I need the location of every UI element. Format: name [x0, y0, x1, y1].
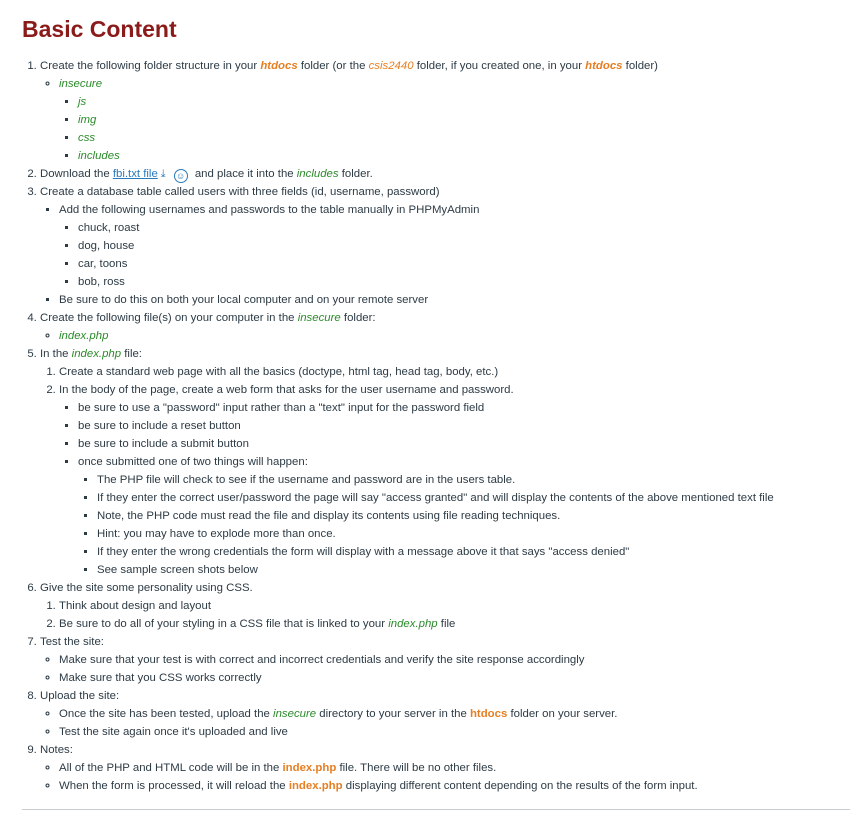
divider [22, 809, 850, 810]
list-item [78, 453, 850, 579]
content [22, 14, 850, 810]
list-item [78, 129, 850, 147]
list-item: ▪ Hint: you may have to explode more than once. [97, 525, 850, 543]
list-item: ◦ Make sure that your test is with correct and incorrect credentials and verify the site response accordingly [59, 651, 850, 669]
text: folder. [338, 168, 373, 180]
file-name: index.php [288, 780, 343, 792]
insecure-folder: insecure [273, 708, 317, 720]
text: Be sure to do all of your styling in a CSS file that is linked to your [59, 618, 389, 630]
list-item [78, 111, 850, 129]
text: Give the site some personality using CSS. [40, 582, 253, 594]
list-item: ▪ car, toons [78, 255, 850, 273]
folder-name: css [78, 132, 96, 144]
list-item [59, 201, 850, 291]
list-item [40, 345, 850, 579]
text: file. There will be no other files. [336, 762, 497, 774]
insecure-folder: insecure [59, 78, 103, 90]
list-item [40, 579, 850, 633]
text: folder, if you created one, in your [413, 60, 586, 72]
folder-name: img [78, 114, 97, 126]
text: directory to your server in the [316, 708, 470, 720]
sub-list [40, 363, 850, 579]
text: Add the following usernames and passwords to the table manually in PHPMyAdmin [59, 204, 480, 216]
text: and place it into the [191, 168, 297, 180]
text: Create a database table called users with three fields (id, username, password) [40, 186, 440, 198]
text: Notes: [40, 744, 73, 756]
list-item [40, 57, 850, 165]
list-item: ▪ Be sure to do this on both your local computer and on your remote server [59, 291, 850, 309]
list-item: ▪ If they enter the wrong credentials the form will display with a message above it that says "access denied" [97, 543, 850, 561]
list-item [40, 309, 850, 345]
list-item [40, 165, 850, 183]
file-name: index.php [59, 330, 109, 342]
text: file [437, 618, 456, 630]
list-item: 1. Create a standard web page with all the basics (doctype, html tag, head tag, body, etc.) [59, 363, 850, 381]
sub-list [40, 75, 850, 165]
sub-list [40, 201, 850, 309]
text: Download the [40, 168, 113, 180]
main-list [22, 57, 850, 795]
list-item: ◦ Make sure that you CSS works correctly [59, 669, 850, 687]
list-item [40, 183, 850, 309]
includes-folder: includes [296, 168, 339, 180]
folder-name: js [78, 96, 87, 108]
page-title: Basic Content [22, 16, 177, 42]
sub-list [59, 219, 850, 291]
list-item: ▪ The PHP file will check to see if the username and password are in the users table. [97, 471, 850, 489]
file-name: index.php [388, 618, 438, 630]
list-item: ▪ Note, the PHP code must read the file and display its contents using file reading techniques. [97, 507, 850, 525]
text: displaying different content depending on the results of the form input. [342, 780, 698, 792]
list-item: ▪ See sample screen shots below [97, 561, 850, 579]
text: Create the following folder structure in your [40, 60, 261, 72]
sub-list [40, 705, 850, 741]
text: All of the PHP and HTML code will be in the [59, 762, 283, 774]
list-item [59, 777, 850, 795]
download-icon[interactable]: ⤓ [160, 168, 166, 180]
list-item [78, 93, 850, 111]
text: once submitted one of two things will happen: [78, 456, 308, 468]
text: Create the following file(s) on your computer in the [40, 312, 298, 324]
list-item: ▪ bob, ross [78, 273, 850, 291]
list-item: ▪ be sure to include a reset button [78, 417, 850, 435]
text: Upload the site: [40, 690, 120, 702]
list-item [59, 705, 850, 723]
list-item: ▪ be sure to include a submit button [78, 435, 850, 453]
folder-name: includes [78, 150, 120, 162]
file-name: index.php [282, 762, 337, 774]
list-item [59, 75, 850, 165]
sub-list [78, 471, 850, 579]
list-item: 1. Think about design and layout [59, 597, 850, 615]
sub-list [59, 399, 850, 579]
csis-folder: csis2440 [368, 60, 414, 72]
text: Test the site: [40, 636, 104, 648]
text: folder) [622, 60, 658, 72]
accessibility-icon[interactable]: ☺ [174, 169, 188, 183]
text: folder: [340, 312, 376, 324]
text: file: [121, 348, 142, 360]
fbi-file-link[interactable]: fbi.txt file [112, 168, 158, 180]
file-name: index.php [71, 348, 122, 360]
list-item: ▪ chuck, roast [78, 219, 850, 237]
htdocs-folder: htdocs [585, 60, 623, 72]
text: folder (or the [297, 60, 369, 72]
list-item [40, 687, 850, 741]
text: In the body of the page, create a web form that asks for the user username and password. [59, 384, 514, 396]
list-item [59, 381, 850, 579]
sub-list [59, 93, 850, 165]
htdocs-folder: htdocs [469, 708, 508, 720]
list-item: ◦ Test the site again once it's uploaded and live [59, 723, 850, 741]
list-item [59, 615, 850, 633]
list-item [40, 633, 850, 687]
htdocs-folder: htdocs [260, 60, 298, 72]
sub-list [40, 651, 850, 687]
sub-list [40, 327, 850, 345]
sub-list [40, 759, 850, 795]
insecure-folder: insecure [297, 312, 341, 324]
text: In the [40, 348, 72, 360]
text: folder on your server. [507, 708, 618, 720]
list-item: ▪ be sure to use a "password" input rather than a "text" input for the password field [78, 399, 850, 417]
list-item [40, 741, 850, 795]
text: Once the site has been tested, upload the [59, 708, 274, 720]
list-item [59, 759, 850, 777]
list-item [78, 147, 850, 165]
list-item [59, 327, 850, 345]
list-item: ▪ dog, house [78, 237, 850, 255]
sub-list [40, 597, 850, 633]
text: When the form is processed, it will reload the [59, 780, 289, 792]
list-item: ▪ If they enter the correct user/password the page will say "access granted" and will display the contents of the above mentioned text file [97, 489, 850, 507]
